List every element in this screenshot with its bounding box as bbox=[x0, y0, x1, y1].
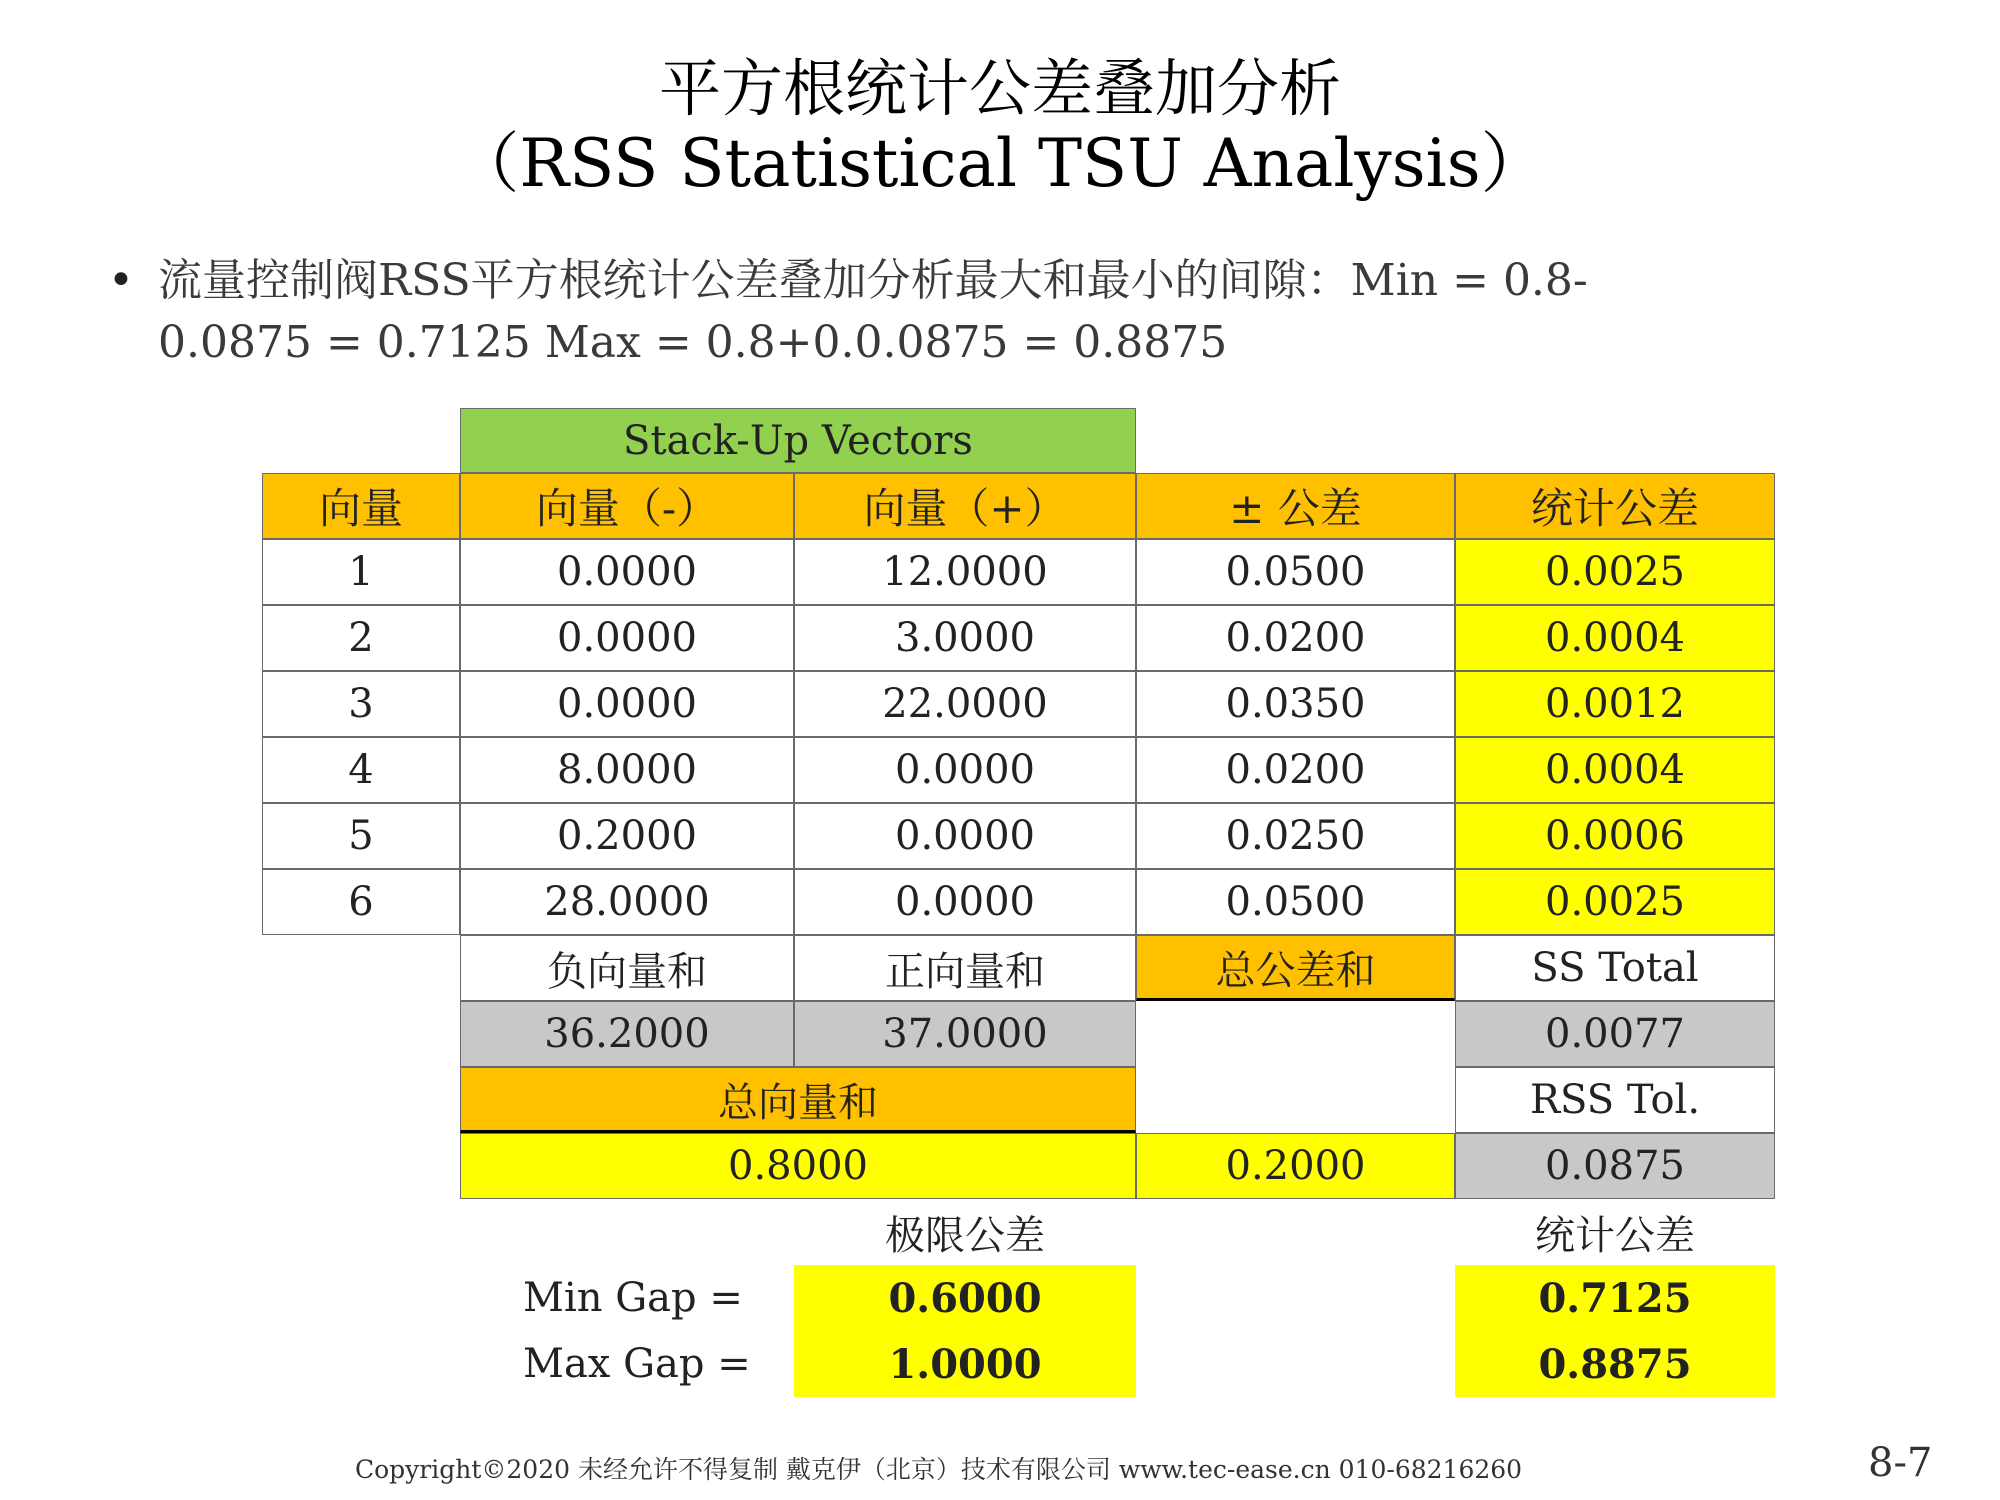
total-vector-value: 0.8000 bbox=[460, 1133, 1136, 1199]
column-header: 统计公差 bbox=[1455, 473, 1775, 539]
total-vector-label: 总向量和 bbox=[460, 1067, 1136, 1133]
stat-tol-header: 统计公差 bbox=[1535, 1212, 1695, 1259]
table-cell: 0.0025 bbox=[1455, 539, 1775, 605]
table-cell: 0.0006 bbox=[1455, 803, 1775, 869]
table-cell: 0.0004 bbox=[1455, 605, 1775, 671]
table-cell: 8.0000 bbox=[460, 737, 794, 803]
ss-total-label: SS Total bbox=[1455, 935, 1775, 1001]
stat-min-gap: 0.7125 bbox=[1455, 1265, 1775, 1331]
column-header: 向量（-） bbox=[460, 473, 794, 539]
table-cell: 0.0000 bbox=[460, 605, 794, 671]
table-cell: 3 bbox=[262, 671, 460, 737]
table-cell: 0.0200 bbox=[1136, 605, 1455, 671]
table-cell: 0.0500 bbox=[1136, 539, 1455, 605]
limit-min-gap: 0.6000 bbox=[794, 1265, 1136, 1331]
table-cell: 0.0004 bbox=[1455, 737, 1775, 803]
table-cell: 3.0000 bbox=[794, 605, 1136, 671]
table-cell: 0.0250 bbox=[1136, 803, 1455, 869]
table-cell: 22.0000 bbox=[794, 671, 1136, 737]
table-cell: 4 bbox=[262, 737, 460, 803]
table-cell: 0.2000 bbox=[460, 803, 794, 869]
table-cell: 0.0500 bbox=[1136, 869, 1455, 935]
ss-total-value: 0.0077 bbox=[1455, 1001, 1775, 1067]
table-cell: 0.0000 bbox=[794, 869, 1136, 935]
table-cell: 12.0000 bbox=[794, 539, 1136, 605]
column-header: 向量 bbox=[262, 473, 460, 539]
pos-sum-label: 正向量和 bbox=[794, 935, 1136, 1001]
table-cell: 5 bbox=[262, 803, 460, 869]
total-tol-label: 总公差和 bbox=[1136, 935, 1455, 1001]
neg-sum-value: 36.2000 bbox=[460, 1001, 794, 1067]
column-header: 向量（+） bbox=[794, 473, 1136, 539]
table-cell: 28.0000 bbox=[460, 869, 794, 935]
stat-max-gap: 0.8875 bbox=[1455, 1331, 1775, 1397]
bullet-line-1: 流量控制阀RSS平方根统计公差叠加分析最大和最小的间隙：Min = 0.8- bbox=[158, 255, 1588, 306]
table-cell: 1 bbox=[262, 539, 460, 605]
max-gap-label: Max Gap = bbox=[523, 1341, 751, 1387]
neg-sum-label: 负向量和 bbox=[460, 935, 794, 1001]
bullet-line-2: 0.0875 = 0.7125 Max = 0.8+0.0.0875 = 0.8875 bbox=[158, 317, 1228, 368]
limit-max-gap: 1.0000 bbox=[794, 1331, 1136, 1397]
pos-sum-value: 37.0000 bbox=[794, 1001, 1136, 1067]
limit-tol-header: 极限公差 bbox=[885, 1212, 1045, 1259]
page-subtitle: （RSS Statistical TSU Analysis） bbox=[453, 125, 1547, 202]
table-cell: 0.0012 bbox=[1455, 671, 1775, 737]
table-cell: 0.0350 bbox=[1136, 671, 1455, 737]
page-number: 8-7 bbox=[1868, 1440, 1933, 1486]
table-cell: 0.0000 bbox=[794, 803, 1136, 869]
table-cell: 0.0200 bbox=[1136, 737, 1455, 803]
bullet-text bbox=[158, 250, 1858, 374]
column-header: ± 公差 bbox=[1136, 473, 1455, 539]
table-cell: 0.0025 bbox=[1455, 869, 1775, 935]
table-cell: 0.0000 bbox=[460, 671, 794, 737]
page-title: 平方根统计公差叠加分析 bbox=[658, 52, 1341, 125]
stack-up-vectors-header: Stack-Up Vectors bbox=[460, 408, 1136, 473]
table-cell: 6 bbox=[262, 869, 460, 935]
footer-copyright: Copyright©2020 未经允许不得复制 戴克伊（北京）技术有限公司 www.tec-ease.cn 010-68216260 bbox=[355, 1455, 1523, 1484]
total-tol-value: 0.2000 bbox=[1136, 1133, 1455, 1199]
bullet-marker: • bbox=[108, 255, 134, 306]
min-gap-label: Min Gap = bbox=[523, 1275, 743, 1321]
table-cell: 0.0000 bbox=[460, 539, 794, 605]
rss-tol-value: 0.0875 bbox=[1455, 1133, 1775, 1199]
table-cell: 0.0000 bbox=[794, 737, 1136, 803]
table-cell: 2 bbox=[262, 605, 460, 671]
rss-tol-label: RSS Tol. bbox=[1455, 1067, 1775, 1133]
